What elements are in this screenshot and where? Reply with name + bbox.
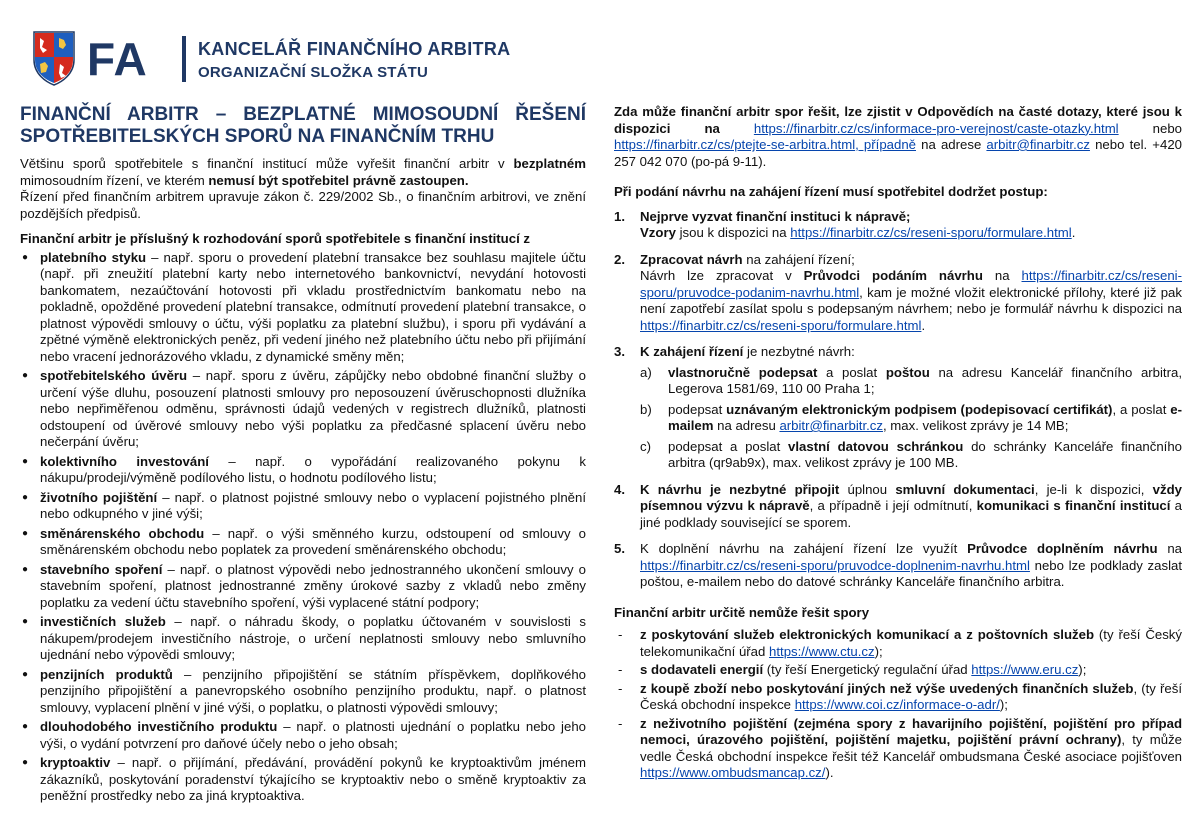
org-name: KANCELÁŘ FINANČNÍHO ARBITRA xyxy=(198,39,511,59)
list-item: ● dlouhodobého investičního produktu – např. o platnosti ujednání o poplatku nebo jeho výši, o vydání potvrzení pro daňové účely nebo o jeho obsah; xyxy=(20,719,586,752)
sub-item-a: a) vlastnoručně podepsat a poslat poštou na adresu Kancelář finančního arbitra, Legerova 1581/69, 110 00 Praha 1; xyxy=(640,364,1182,396)
forms-link[interactable]: https://finarbitr.cz/cs/reseni-sporu/formulare.html xyxy=(790,225,1072,240)
list-item: ● investičních služeb – např. o náhradu škody, o poplatku účtovaném v souvislosti s nákupem/prodejem investičního nástroje, o určení neplatnosti smlouvy nebo smluvního ujednání nebo výpovědi smlouvy; xyxy=(20,614,586,664)
ombudsman-link[interactable]: https://www.ombudsmancap.cz/ xyxy=(640,765,826,780)
ctu-link[interactable]: https://www.ctu.cz xyxy=(769,643,875,659)
right-column xyxy=(614,104,1182,784)
cannot-resolve-heading: Finanční arbitr určitě nemůže řešit spory xyxy=(614,604,870,620)
left-column xyxy=(20,104,586,808)
list-item: ● kolektivního investování – např. o vypořádání realizovaného pokynu k nákupu/prodeji/výměně podílového listu, o hodnotu podílového listu; xyxy=(20,454,586,487)
list-item: - z poskytování služeb elektronických komunikací a z poštovních služeb (ty řeší Český telekomunikační úřad https://www.ctu.cz); xyxy=(614,627,1182,660)
competence-list xyxy=(20,250,586,805)
header xyxy=(32,30,592,92)
org-subtitle: ORGANIZAČNÍ SLOŽKA STÁTU xyxy=(198,64,429,81)
competence-heading: Finanční arbitr je příslušný k rozhodování sporů spotřebitele s finanční institucí z xyxy=(20,231,530,246)
list-item: ● kryptoaktiv – např. o přijímání, předávání, provádění pokynů ke kryptoaktivům jménem zákazníků, poskytování poradenství týkajícího se kryptoaktiv nebo o směně kryptoaktiv za peněžní prostředky nebo za jiná kryptoaktiva. xyxy=(20,755,586,805)
procedure-steps xyxy=(614,209,1182,591)
coat-of-arms-logo xyxy=(32,30,76,86)
list-item: ● platebního styku – např. sporu o provedení platební transakce bez souhlasu majitele účtu (např. při zneužití platební karty nebo internetového bankovnictví, nevydání hotovosti bankomatem, nezaúčtování hotovosti při vkladu prostřednictvím bankomatu nebo na pokladně, opožděné provedení platební transakce, odmítnutí provedení platební transakce, o platnost výpovědi smlouvy o účtu, výši poplatku za platební službu), i sporu při vydávání a zpětné výměně elektronických peněz, při vedení jiného než platebního účtu nebo při přijímání nebo vracení jednorázového vkladu, z dynamické směny měn; xyxy=(20,250,586,366)
intro-paragraph: Většinu sporů spotřebitele s finanční institucí může vyřešit finanční arbitr v bezplatném mimosoudním řízení, ve kterém nemusí být spotřebitel právně zastoupen. xyxy=(20,156,586,188)
step-4: 4. K návrhu je nezbytné připojit úplnou smluvní dokumentaci, je-li k dispozici, vždy písemnou výzvu k nápravě, a případně i její odmítnutí, komunikaci s finanční institucí a jiné podklady související se sporem. xyxy=(614,481,1182,530)
eru-link[interactable]: https://www.eru.cz xyxy=(971,662,1079,677)
step-3: 3. K zahájení řízení je nezbytné návrh: a) vlastnoručně podepsat a poslat poštou na adresu Kancelář finančního arbitra, Legerova 1581/69, 110 00 Praha 1; b) podepsat uznávaným elektronickým podpisem (podepisovací certifikát), a poslat e-mailem na adresu arbitr@finarbitr.cz, max. velikost zprávy je 14 MB; c) podepsat a poslat vlastní datovou schránkou do schránky Kanceláře finančního arbitra (qr9ab9x), max. velikost zprávy je 100 MB. xyxy=(614,344,1182,470)
list-item: ● životního pojištění – např. o platnost pojistné smlouvy nebo o vyplacení pojistného plnění nebo odkupného v jiné výši; xyxy=(20,490,586,523)
cannot-resolve-list xyxy=(614,627,1182,782)
sub-item-c: c) podepsat a poslat vlastní datovou schránkou do schránky Kanceláře finančního arbitra (qr9ab9x), max. velikost zprávy je 100 MB. xyxy=(640,438,1182,470)
law-paragraph: Řízení před finančním arbitrem upravuje zákon č. 229/2002 Sb., o finančním arbitrovi, ve znění pozdějších předpisů. xyxy=(20,189,586,221)
list-item: - s dodavateli energií (ty řeší Energetický regulační úřad https://www.eru.cz); xyxy=(614,662,1182,679)
supplement-guide-link[interactable]: https://finarbitr.cz/cs/reseni-sporu/pruvodce-doplnenim-navrhu.html xyxy=(640,557,1030,573)
faq-link[interactable]: https://finarbitr.cz/cs/informace-pro-verejnost/caste-otazky.html xyxy=(753,120,1119,136)
forms-link-2[interactable]: https://finarbitr.cz/cs/reseni-sporu/formulare.html xyxy=(640,317,922,333)
email-link-2[interactable]: arbitr@finarbitr.cz xyxy=(779,418,883,433)
coi-link[interactable]: https://www.coi.cz/informace-o-adr/ xyxy=(794,697,1000,712)
step-5: 5. K doplnění návrhu na zahájení řízení lze využít Průvodce doplněním návrhu na https://finarbitr.cz/cs/reseni-sporu/pruvodce-doplnenim-navrhu.html nebo lze podklady zaslat poštou, e-mailem nebo do datové schránky Kanceláře finančního arbitra. xyxy=(614,541,1183,589)
list-item: ● stavebního spoření – např. o platnost výpovědi nebo jednostranného ukončení smlouvy o stavebním spoření, platnost jednostranné změny úrokové sazby z vkladů nebo změny poplatku za vedení účtu stavebního spoření, výši vyplacené státní podpory; xyxy=(20,562,586,612)
list-item: ● penzijních produktů – penzijního připojištění se státním příspěvkem, doplňkového penzijního připojištění a panevropského osobního penzijního produktu, např. o platnost smlouvy, vyplacení plnění v jiné výši, o poplatku, o platnosti výpovědi smlouvy; xyxy=(20,667,586,717)
list-item: - z koupě zboží nebo poskytování jiných než výše uvedených finančních služeb, (ty řeší Česká obchodní inspekce https://www.coi.cz/informace-o-adr/); xyxy=(614,681,1182,714)
step-1: 1. Nejprve vyzvat finanční instituci k nápravě; Vzory jsou k dispozici na https://finarbitr.cz/cs/reseni-sporu/formulare.html. xyxy=(614,208,1076,240)
list-item: ● spotřebitelského úvěru – např. sporu z úvěru, zápůjčky nebo obdobné finanční služby o určení výše dluhu, posouzení platnosti smlouvy pro neposouzení úvěruschopnosti dlužníka nebo nepřiměřenou odměnu, správnosti údajů vedených v registrech dlužníků, platnosti odstoupení od úvěrové smlouvy nebo výši poplatku za předčasné splacení úvěru nebo nečerpání úvěru; xyxy=(20,368,586,451)
procedure-heading: Při podání návrhu na zahájení řízení musí spotřebitel dodržet postup: xyxy=(614,184,1048,199)
sub-item-b: b) podepsat uznávaným elektronickým podpisem (podepisovací certifikát), a poslat e-mailem na adresu arbitr@finarbitr.cz, max. velikost zprávy je 14 MB; xyxy=(640,401,1182,433)
list-item: ● směnárenského obchodu – např. o výši směnného kurzu, odstoupení od smlouvy o směnárenském obchodu nebo poplatek za provedení směnárenského obchodu; xyxy=(20,526,586,559)
submission-guide-link[interactable]: https://finarbitr.cz/cs/reseni-sporu/pruvodce-podanim-navrhu.html xyxy=(640,268,1183,300)
logo-letters: FA xyxy=(87,33,148,85)
faq-paragraph: Zda může finanční arbitr spor řešit, lze zjistit v Odpovědích na časté dotazy, které jsou k dispozici na https://finarbitr.cz/cs/informace-pro-verejnost/caste-otazky.html nebo https://finarbitr.cz/cs/ptejte-se-arbitra.html, případně na adrese arbitr@finarbitr.cz nebo tel. +420 257 042 070 (po-pá 9-11). xyxy=(614,104,1183,169)
ask-arbiter-link[interactable]: https://finarbitr.cz/cs/ptejte-se-arbitra.html xyxy=(614,137,856,152)
step-2: 2. Zpracovat návrh na zahájení řízení; Návrh lze zpracovat v Průvodci podáním návrhu na https://finarbitr.cz/cs/reseni-sporu/pruvodce-podanim-navrhu.html, kam je možné vložit elektronické přílohy, které již pak není zapotřebí zasílat spolu s podepsaným návrhem; nebo je formulář návrhu k dispozici na https://finarbitr.cz/cs/reseni-sporu/formulare.html. xyxy=(614,251,1183,333)
document-title: FINANČNÍ ARBITR – BEZPLATNÉ MIMOSOUDNÍ ŘEŠENÍ SPOTŘEBITELSKÝCH SPORŮ NA FINANČNÍM TRHU xyxy=(20,104,586,147)
logo-divider xyxy=(182,36,186,82)
email-link[interactable]: arbitr@finarbitr.cz xyxy=(986,137,1090,152)
list-item: - z neživotního pojištění (zejména spory z havarijního pojištění, pojištění pro případ nemoci, úrazového pojištění, pojištění majetku, pojištění právní ochrany), ty může vedle Česká obchodní inspekce řešit též Kancelář ombudsmana České asociace pojišťoven https://www.ombudsmancap.cz/). xyxy=(614,716,1182,782)
